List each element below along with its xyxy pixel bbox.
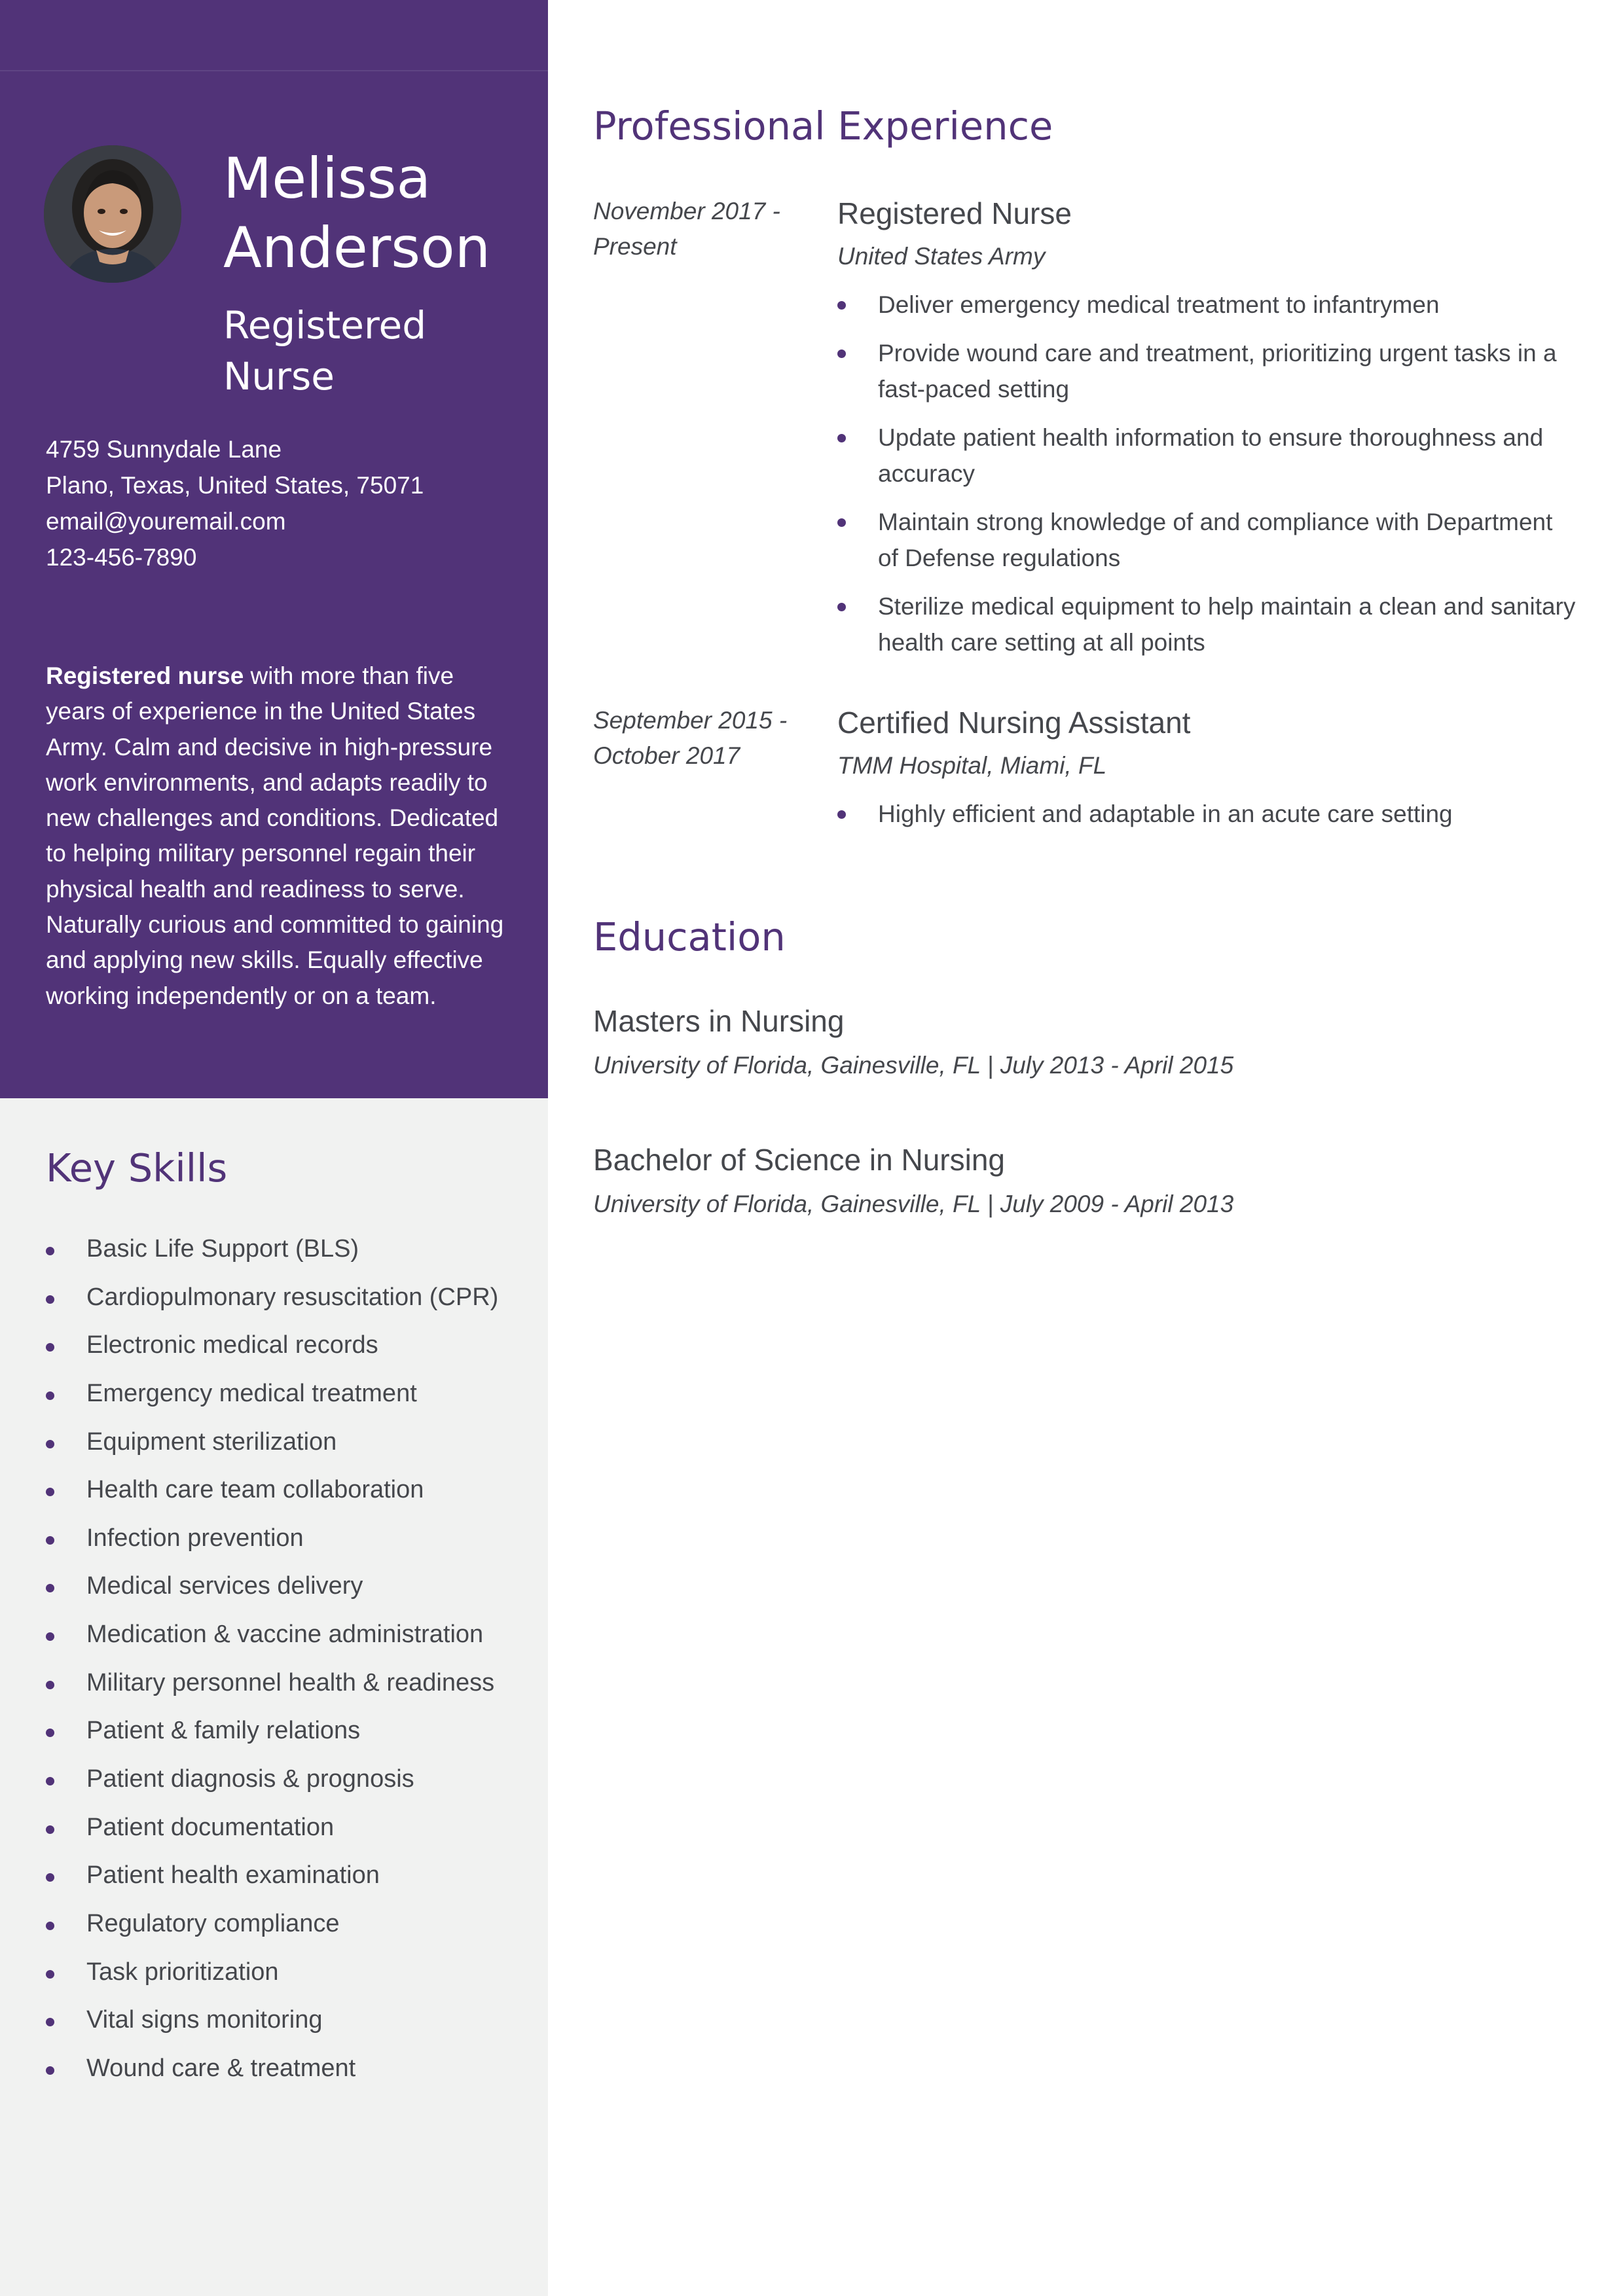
skill-label: Vital signs monitoring [86, 2006, 323, 2034]
job-bullet-text: Highly efficient and adaptable in an acute care setting [878, 800, 1453, 827]
summary-lead: Registered nurse [46, 662, 244, 689]
bullet-dot-icon [46, 1584, 54, 1592]
skill-label: Medication & vaccine administration [86, 1621, 484, 1649]
bullet-dot-icon [46, 1970, 54, 1979]
contact-street: 4759 Sunnydale Lane [46, 436, 282, 463]
bullet-dot-icon [837, 301, 846, 310]
avatar [44, 145, 181, 283]
skill-label: Basic Life Support (BLS) [86, 1235, 359, 1263]
job-bullet [837, 335, 1577, 407]
bullet-dot-icon [46, 1777, 54, 1785]
contact-email[interactable]: email@youremail.com [46, 508, 286, 535]
skill-label: Electronic medical records [86, 1331, 378, 1359]
bullet-dot-icon [46, 1632, 54, 1641]
candidate-name [223, 144, 531, 283]
job-details [837, 194, 1577, 673]
bullet-dot-icon [46, 1440, 54, 1448]
bullet-dot-icon [837, 810, 846, 819]
job-bullet-text: Provide wound care and treatment, prioritizing urgent tasks in a fast-paced setting [878, 340, 1557, 403]
education-entry [593, 1140, 1575, 1220]
bullet-dot-icon [46, 1729, 54, 1737]
job-organization: TMM Hospital, Miami, FL [837, 752, 1107, 779]
skill-item [46, 1567, 530, 1615]
bullet-dot-icon [837, 350, 846, 358]
job-organization: United States Army [837, 243, 1046, 270]
skill-item [46, 1278, 530, 1327]
job-bullet [837, 504, 1577, 576]
job-dates [593, 703, 809, 774]
bullet-dot-icon [46, 1873, 54, 1882]
job-title [223, 300, 459, 402]
skill-item [46, 1760, 530, 1808]
skill-label: Equipment sterilization [86, 1427, 337, 1456]
skills-heading: Key Skills [46, 1145, 228, 1191]
education-heading: Education [593, 914, 786, 960]
bullet-dot-icon [46, 1681, 54, 1689]
skill-label: Patient diagnosis & prognosis [86, 1765, 414, 1793]
job-bullet [837, 796, 1577, 832]
bullet-dot-icon [46, 1488, 54, 1496]
avatar-photo-icon [44, 145, 181, 283]
skill-item [46, 1471, 530, 1519]
bullet-dot-icon [837, 518, 846, 527]
skill-label: Health care team collaboration [86, 1476, 424, 1504]
bullet-dot-icon [46, 1391, 54, 1400]
skill-item [46, 1808, 530, 1857]
skill-label: Wound care & treatment [86, 2054, 356, 2082]
skill-label: Emergency medical treatment [86, 1379, 417, 1407]
education-meta: University of Florida, Gainesville, FL | July 2009 - April 2013 [593, 1191, 1234, 1217]
bullet-dot-icon [46, 1295, 54, 1304]
skill-label: Patient & family relations [86, 1717, 361, 1745]
skill-item [46, 1856, 530, 1905]
education-meta: University of Florida, Gainesville, FL | July 2013 - April 2015 [593, 1052, 1234, 1079]
bullet-dot-icon [46, 1536, 54, 1545]
job-date-start: November 2017 - [593, 198, 780, 224]
title-line2: Nurse [223, 354, 335, 399]
skill-item [46, 1326, 530, 1374]
job-bullet [837, 287, 1577, 323]
job-bullet-text: Maintain strong knowledge of and compliance with Department of Defense regulations [878, 509, 1553, 571]
contact-phone[interactable]: 123-456-7890 [46, 544, 197, 571]
profile-summary [46, 658, 509, 1014]
contact-info [46, 431, 530, 575]
job-dates [593, 194, 809, 264]
education-entry [593, 1001, 1575, 1081]
skill-label: Medical services delivery [86, 1572, 363, 1600]
name-first: Melissa [223, 146, 431, 211]
skill-label: Task prioritization [86, 1958, 279, 1986]
job-date-end: Present [593, 233, 677, 260]
skill-label: Patient documentation [86, 1813, 335, 1841]
skill-label: Military personnel health & readiness [86, 1668, 495, 1696]
education-degree: Masters in Nursing [593, 1004, 845, 1038]
job-bullet-text: Update patient health information to ensure thoroughness and accuracy [878, 424, 1544, 487]
skills-list [46, 1230, 530, 2098]
skill-item [46, 1615, 530, 1664]
job-bullet [837, 420, 1577, 492]
title-line1: Registered [223, 303, 427, 348]
skill-item [46, 1374, 530, 1423]
skill-item [46, 2049, 530, 2098]
skill-item [46, 1423, 530, 1471]
job-date-end: October 2017 [593, 742, 740, 769]
skill-item [46, 1230, 530, 1278]
job-bullets [837, 796, 1577, 832]
job-details [837, 703, 1577, 844]
bullet-dot-icon [837, 603, 846, 611]
job-bullet [837, 588, 1577, 660]
skill-item [46, 2001, 530, 2049]
summary-text: with more than five years of experience in the United States Army. Calm and decisive in high-pressure work environments, and adapts readily to new challenges and conditions. Dedicated to helping military personnel regain their physical health and readiness to serve. Naturally curious and committed to gaining and applying new skills. Equally effective working independently or on a team. [46, 662, 504, 1009]
skill-item [46, 1905, 530, 1953]
bullet-dot-icon [46, 1343, 54, 1352]
job-role: Registered Nurse [837, 196, 1072, 230]
skill-label: Infection prevention [86, 1524, 304, 1552]
skill-item [46, 1953, 530, 2001]
skill-label: Patient health examination [86, 1861, 380, 1890]
bullet-dot-icon [46, 1247, 54, 1255]
skill-label: Regulatory compliance [86, 1909, 340, 1937]
job-role: Certified Nursing Assistant [837, 706, 1191, 740]
bullet-dot-icon [837, 434, 846, 442]
bullet-dot-icon [46, 2018, 54, 2026]
skill-item [46, 1712, 530, 1760]
job-date-start: September 2015 - [593, 707, 788, 734]
name-last: Anderson [223, 215, 491, 281]
job-bullet-text: Sterilize medical equipment to help maintain a clean and sanitary health care setting at all points [878, 593, 1576, 656]
bullet-dot-icon [46, 2066, 54, 2075]
skill-item [46, 1519, 530, 1568]
education-degree: Bachelor of Science in Nursing [593, 1143, 1005, 1177]
job-bullets [837, 287, 1577, 660]
experience-heading: Professional Experience [593, 103, 1053, 149]
skill-item [46, 1664, 530, 1712]
top-band [0, 0, 548, 71]
contact-city: Plano, Texas, United States, 75071 [46, 472, 424, 499]
bullet-dot-icon [46, 1825, 54, 1834]
job-bullet-text: Deliver emergency medical treatment to infantrymen [878, 291, 1440, 318]
skill-label: Cardiopulmonary resuscitation (CPR) [86, 1283, 499, 1311]
bullet-dot-icon [46, 1922, 54, 1930]
